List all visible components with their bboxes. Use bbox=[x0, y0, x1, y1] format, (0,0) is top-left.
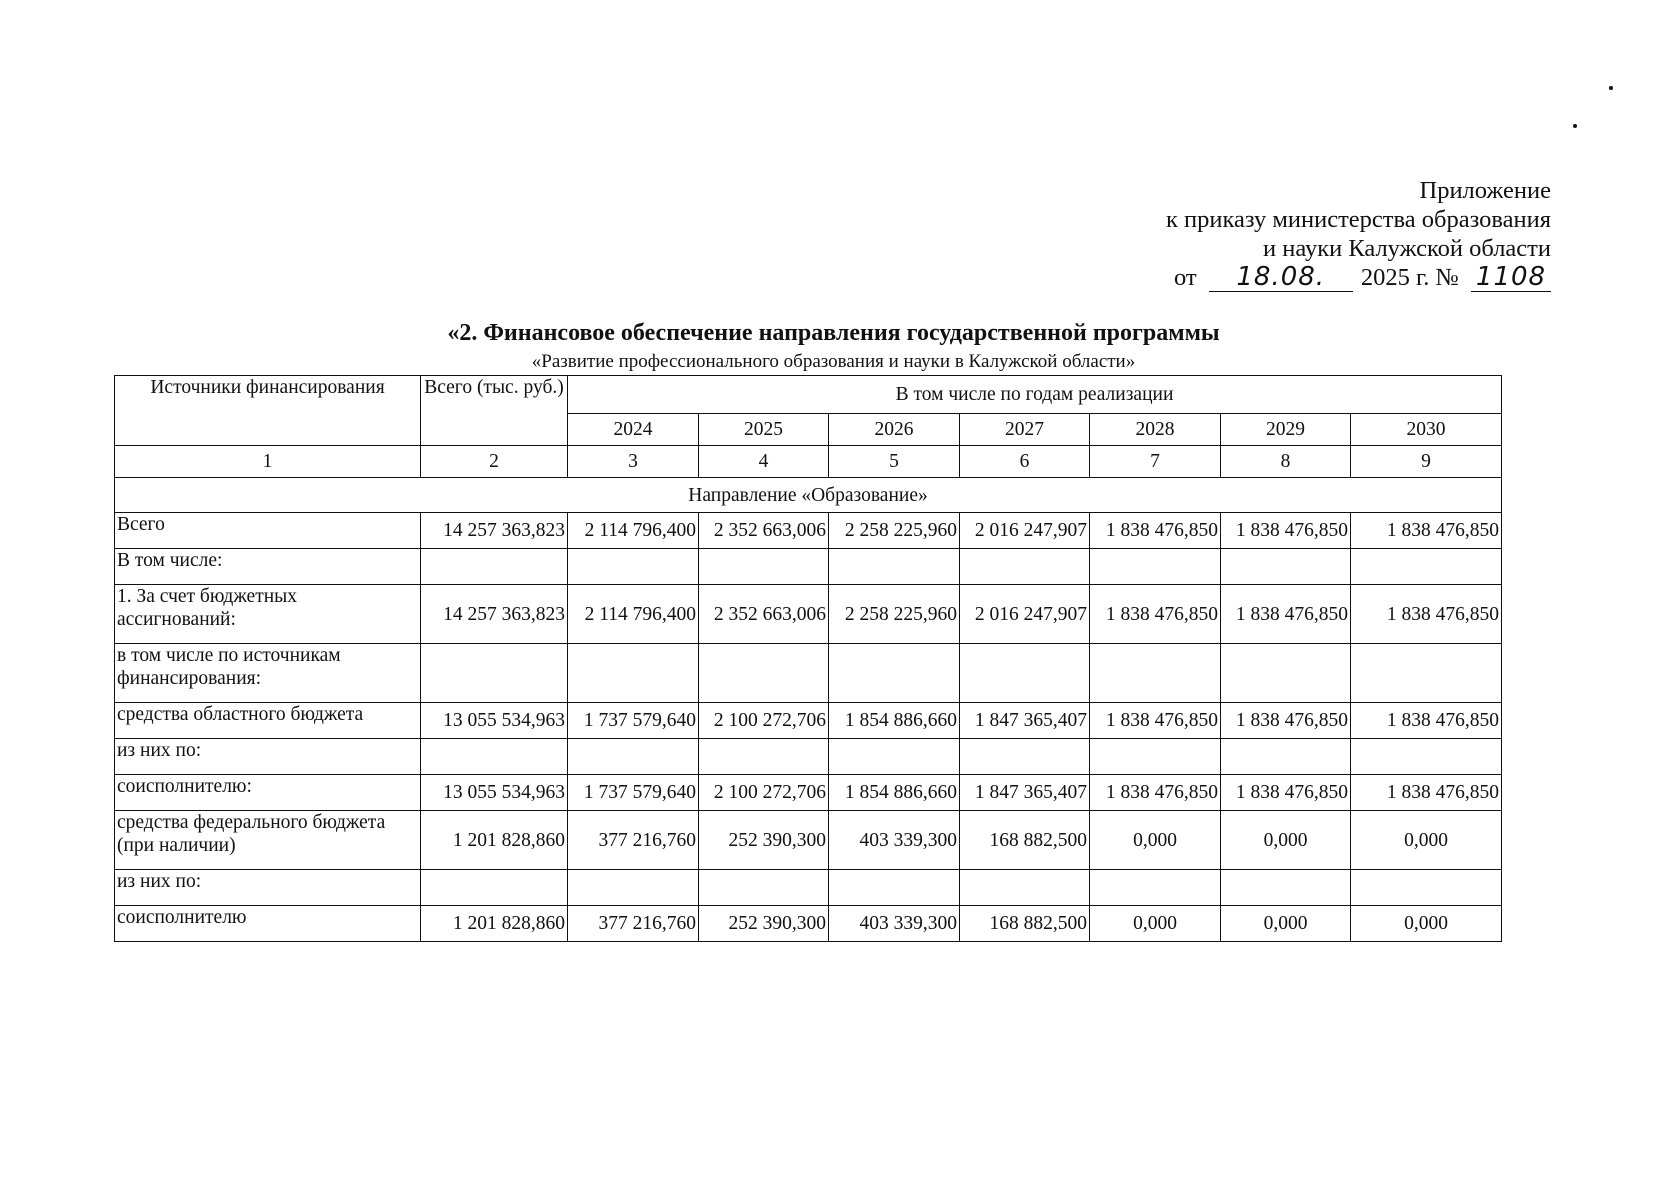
value-cell: 0,000 bbox=[1090, 906, 1221, 942]
header-row bbox=[115, 376, 1502, 414]
value-cell bbox=[1090, 549, 1221, 585]
table-row bbox=[115, 739, 1502, 775]
value-cell bbox=[699, 644, 829, 703]
value-cell: 1 838 476,850 bbox=[1221, 775, 1351, 811]
table-row bbox=[115, 549, 1502, 585]
table-row bbox=[115, 585, 1502, 644]
value-cell bbox=[1351, 870, 1502, 906]
column-number: 1 bbox=[115, 446, 421, 478]
column-number: 4 bbox=[699, 446, 829, 478]
value-cell: 1 838 476,850 bbox=[1090, 585, 1221, 644]
value-cell bbox=[829, 739, 960, 775]
value-cell bbox=[568, 549, 699, 585]
value-cell: 2 016 247,907 bbox=[960, 513, 1090, 549]
header-year: 2027 bbox=[960, 414, 1090, 446]
value-cell: 0,000 bbox=[1221, 906, 1351, 942]
header-year: 2028 bbox=[1090, 414, 1221, 446]
value-cell: 2 352 663,006 bbox=[699, 585, 829, 644]
value-cell: 2 016 247,907 bbox=[960, 585, 1090, 644]
appendix-ministry-line: и науки Калужской области bbox=[1262, 235, 1551, 262]
value-cell: 377 216,760 bbox=[568, 811, 699, 870]
value-cell: 1 838 476,850 bbox=[1351, 513, 1502, 549]
value-cell bbox=[421, 739, 568, 775]
row-label: В том числе: bbox=[115, 549, 421, 585]
value-cell bbox=[1221, 549, 1351, 585]
value-cell: 252 390,300 bbox=[699, 811, 829, 870]
value-cell bbox=[960, 549, 1090, 585]
header-year: 2029 bbox=[1221, 414, 1351, 446]
value-cell: 168 882,500 bbox=[960, 811, 1090, 870]
value-cell bbox=[1351, 644, 1502, 703]
value-cell: 0,000 bbox=[1351, 906, 1502, 942]
table-row bbox=[115, 870, 1502, 906]
value-cell: 14 257 363,823 bbox=[421, 585, 568, 644]
value-cell: 1 838 476,850 bbox=[1351, 585, 1502, 644]
value-cell bbox=[421, 644, 568, 703]
column-number: 3 bbox=[568, 446, 699, 478]
value-cell: 2 114 796,400 bbox=[568, 513, 699, 549]
value-cell bbox=[1090, 870, 1221, 906]
value-cell: 1 737 579,640 bbox=[568, 775, 699, 811]
header-year: 2026 bbox=[829, 414, 960, 446]
appendix-title: Приложение bbox=[1419, 177, 1551, 204]
value-cell: 2 114 796,400 bbox=[568, 585, 699, 644]
value-cell bbox=[1090, 644, 1221, 703]
value-cell bbox=[1090, 739, 1221, 775]
scan-speck bbox=[1573, 124, 1577, 128]
value-cell bbox=[829, 644, 960, 703]
value-cell: 1 838 476,850 bbox=[1090, 513, 1221, 549]
row-label: 1. За счет бюджетных ассигнований: bbox=[115, 585, 421, 644]
header-by-years: В том числе по годам реализации bbox=[568, 376, 1502, 414]
column-number: 2 bbox=[421, 446, 568, 478]
date-prefix: от bbox=[1173, 264, 1197, 291]
value-cell: 2 100 272,706 bbox=[699, 703, 829, 739]
value-cell: 252 390,300 bbox=[699, 906, 829, 942]
appendix-date-line bbox=[1166, 263, 1551, 292]
value-cell bbox=[960, 870, 1090, 906]
value-cell: 168 882,500 bbox=[960, 906, 1090, 942]
value-cell: 1 838 476,850 bbox=[1221, 513, 1351, 549]
handwritten-date: 18.08. bbox=[1209, 264, 1353, 292]
document-subtitle: «Развитие профессионального образования и науки в Калужской области» bbox=[531, 351, 1136, 372]
document-title: «2. Финансовое обеспечение направления государственной программы bbox=[447, 320, 1220, 346]
value-cell: 0,000 bbox=[1221, 811, 1351, 870]
header-year: 2025 bbox=[699, 414, 829, 446]
row-label: средства федерального бюджета (при наличии) bbox=[115, 811, 421, 870]
value-cell bbox=[1221, 644, 1351, 703]
value-cell: 2 258 225,960 bbox=[829, 513, 960, 549]
value-cell bbox=[1221, 739, 1351, 775]
financing-table bbox=[114, 375, 1502, 942]
value-cell: 1 201 828,860 bbox=[421, 811, 568, 870]
value-cell: 403 339,300 bbox=[829, 906, 960, 942]
value-cell bbox=[568, 739, 699, 775]
column-number: 6 bbox=[960, 446, 1090, 478]
header-year: 2030 bbox=[1351, 414, 1502, 446]
column-number: 7 bbox=[1090, 446, 1221, 478]
column-number: 5 bbox=[829, 446, 960, 478]
value-cell: 2 258 225,960 bbox=[829, 585, 960, 644]
value-cell: 1 838 476,850 bbox=[1221, 703, 1351, 739]
value-cell: 2 100 272,706 bbox=[699, 775, 829, 811]
appendix-header bbox=[1166, 176, 1551, 292]
table-row bbox=[115, 775, 1502, 811]
value-cell: 377 216,760 bbox=[568, 906, 699, 942]
row-label: соисполнителю: bbox=[115, 775, 421, 811]
row-label: из них по: bbox=[115, 739, 421, 775]
table-row bbox=[115, 644, 1502, 703]
value-cell: 403 339,300 bbox=[829, 811, 960, 870]
handwritten-number: 1108 bbox=[1471, 264, 1551, 292]
value-cell bbox=[421, 870, 568, 906]
value-cell bbox=[829, 549, 960, 585]
value-cell: 1 737 579,640 bbox=[568, 703, 699, 739]
header-total: Всего (тыс. руб.) bbox=[421, 376, 568, 446]
value-cell: 1 854 886,660 bbox=[829, 775, 960, 811]
row-label: в том числе по источникам финансирования: bbox=[115, 644, 421, 703]
value-cell: 1 838 476,850 bbox=[1090, 703, 1221, 739]
row-label: из них по: bbox=[115, 870, 421, 906]
row-label: Всего bbox=[115, 513, 421, 549]
value-cell bbox=[960, 644, 1090, 703]
date-year: 2025 г. № bbox=[1360, 264, 1459, 291]
section-title: Направление «Образование» bbox=[115, 478, 1502, 513]
value-cell bbox=[421, 549, 568, 585]
table-row bbox=[115, 811, 1502, 870]
column-number: 9 bbox=[1351, 446, 1502, 478]
value-cell: 0,000 bbox=[1351, 811, 1502, 870]
value-cell: 13 055 534,963 bbox=[421, 703, 568, 739]
column-numbers-row bbox=[115, 446, 1502, 478]
value-cell bbox=[568, 644, 699, 703]
value-cell: 1 838 476,850 bbox=[1221, 585, 1351, 644]
value-cell bbox=[568, 870, 699, 906]
table-row bbox=[115, 703, 1502, 739]
value-cell: 1 854 886,660 bbox=[829, 703, 960, 739]
value-cell bbox=[699, 549, 829, 585]
section-row bbox=[115, 478, 1502, 513]
table-row bbox=[115, 513, 1502, 549]
value-cell bbox=[829, 870, 960, 906]
value-cell bbox=[699, 739, 829, 775]
value-cell: 1 201 828,860 bbox=[421, 906, 568, 942]
value-cell bbox=[699, 870, 829, 906]
value-cell: 1 847 365,407 bbox=[960, 775, 1090, 811]
row-label: соисполнителю bbox=[115, 906, 421, 942]
value-cell: 2 352 663,006 bbox=[699, 513, 829, 549]
value-cell: 14 257 363,823 bbox=[421, 513, 568, 549]
value-cell: 1 847 365,407 bbox=[960, 703, 1090, 739]
scan-speck bbox=[1609, 86, 1613, 90]
header-sources: Источники финансирования bbox=[115, 376, 421, 446]
value-cell: 1 838 476,850 bbox=[1351, 775, 1502, 811]
column-number: 8 bbox=[1221, 446, 1351, 478]
value-cell bbox=[1351, 549, 1502, 585]
value-cell bbox=[960, 739, 1090, 775]
value-cell: 1 838 476,850 bbox=[1351, 703, 1502, 739]
value-cell: 13 055 534,963 bbox=[421, 775, 568, 811]
appendix-order-line: к приказу министерства образования bbox=[1165, 206, 1551, 233]
row-label: средства областного бюджета bbox=[115, 703, 421, 739]
table-row bbox=[115, 906, 1502, 942]
value-cell: 0,000 bbox=[1090, 811, 1221, 870]
value-cell bbox=[1221, 870, 1351, 906]
header-year: 2024 bbox=[568, 414, 699, 446]
value-cell: 1 838 476,850 bbox=[1090, 775, 1221, 811]
value-cell bbox=[1351, 739, 1502, 775]
